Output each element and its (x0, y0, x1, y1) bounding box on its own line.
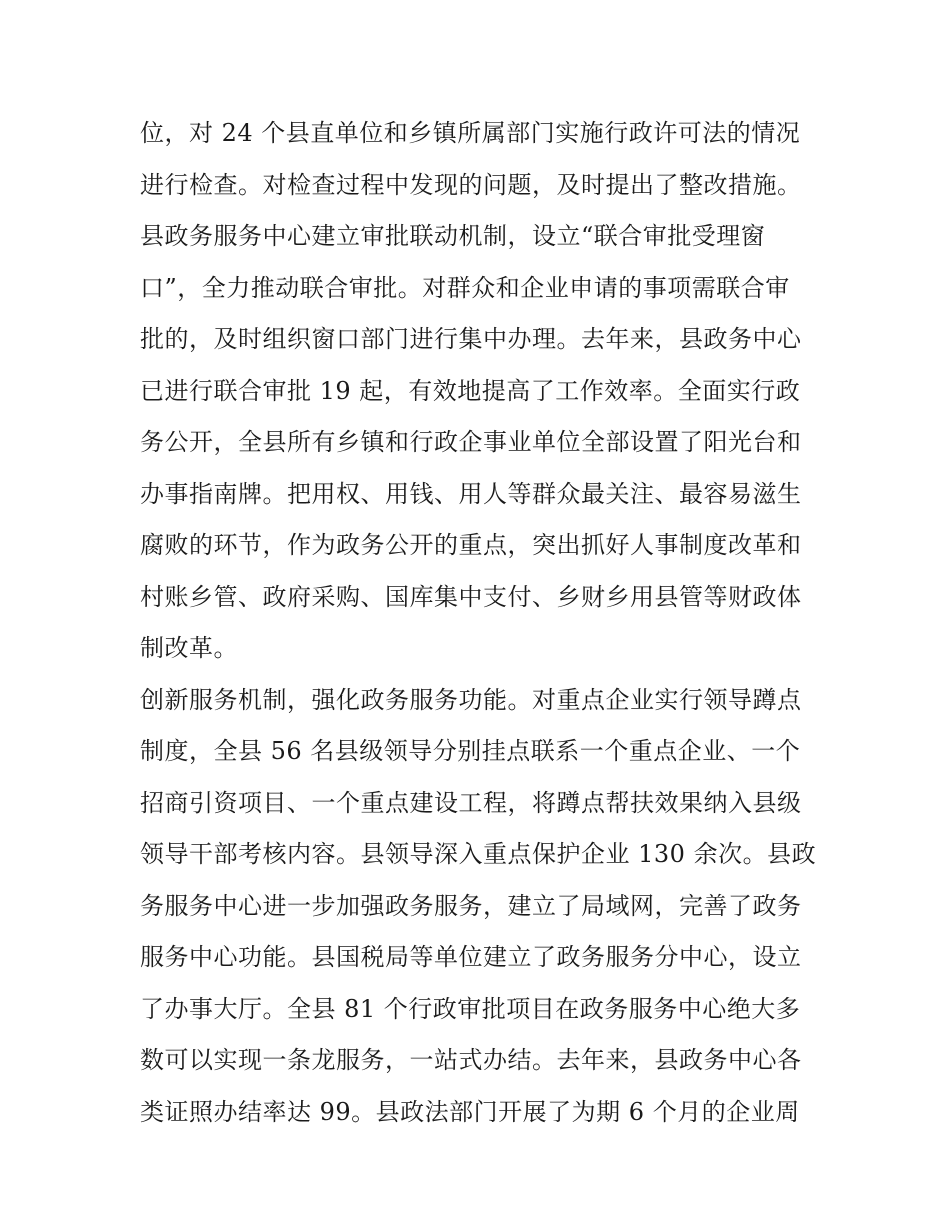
text-line: 进行检查。对检查过程中发现的问题，及时提出了整改措施。 (140, 170, 802, 199)
text-line: 领导干部考核内容。县领导深入重点保护企业 130 余次。县政 (140, 840, 817, 868)
text-line: 类证照办结率达 99。县政法部门开展了为期 6 个月的企业周 (140, 1097, 800, 1126)
text-line: 口”，全力推动联合审批。对群众和企业申请的事项需联合审 (140, 273, 790, 302)
text-line: 县政务服务中心建立审批联动机制，设立“联合审批受理窗 (140, 222, 766, 250)
text-line: 腐败的环节，作为政务公开的重点，突出抓好人事制度改革和 (140, 531, 802, 559)
text-line: 位，对 24 个县直单位和乡镇所属部门实施行政许可法的情况 (140, 119, 801, 147)
text-line: 办事指南牌。把用权、用钱、用人等群众最关注、最容易滋生 (140, 479, 802, 508)
text-line: 制改革。 (140, 634, 238, 662)
document-body (140, 108, 820, 1138)
text-line: 已进行联合审批 19 起，有效地提高了工作效率。全面实行政 (140, 376, 801, 405)
paragraph-2 (140, 675, 820, 1139)
text-line: 了办事大厅。全县 81 个行政审批项目在政务服务中心绝大多 (140, 994, 801, 1023)
text-line: 服务中心功能。县国税局等单位建立了政务服务分中心，设立 (140, 943, 802, 971)
text-line: 务公开，全县所有乡镇和行政企事业单位全部设置了阳光台和 (140, 428, 802, 456)
paragraph-1 (140, 108, 820, 675)
text-line: 创新服务机制，强化政务服务功能。对重点企业实行领导蹲点 (140, 685, 802, 714)
text-line: 村账乡管、政府采购、国库集中支付、乡财乡用县管等财政体 (140, 582, 802, 611)
text-line: 数可以实现一条龙服务，一站式办结。去年来，县政务中心各 (140, 1046, 802, 1074)
text-line: 务服务中心进一步加强政务服务，建立了局域网，完善了政务 (140, 891, 802, 920)
text-line: 制度，全县 56 名县级领导分别挂点联系一个重点企业、一个 (140, 737, 801, 765)
text-line: 招商引资项目、一个重点建设工程，将蹲点帮扶效果纳入县级 (140, 788, 802, 817)
text-line: 批的，及时组织窗口部门进行集中办理。去年来，县政务中心 (140, 325, 802, 353)
